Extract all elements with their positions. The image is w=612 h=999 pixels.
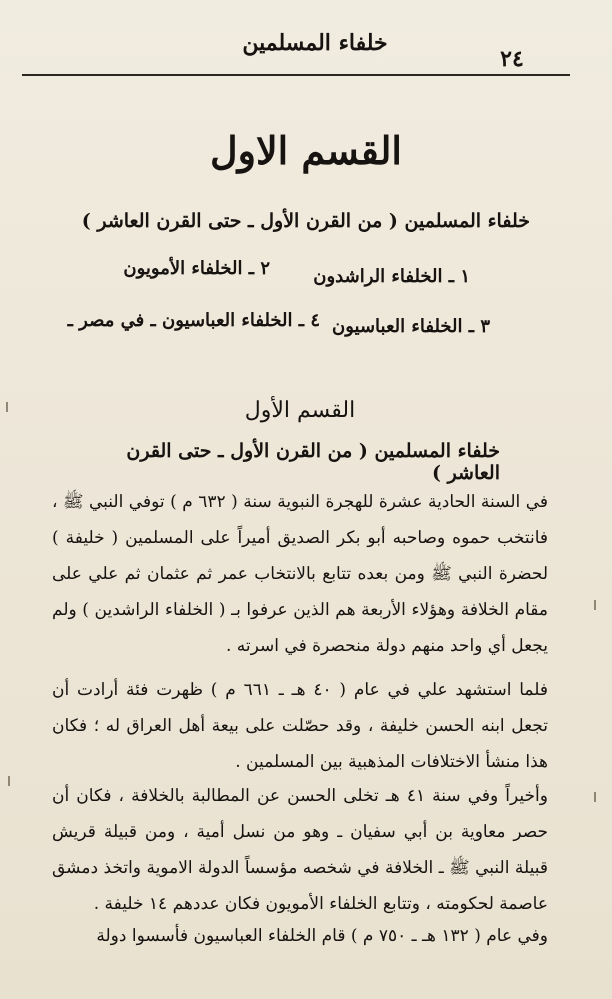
caliphate-list-item-3: ٣ ـ الخلفاء العباسيون: [332, 316, 490, 337]
caliphate-list-item-4: ٤ ـ الخلفاء العباسيون ـ في مصر ـ: [67, 310, 320, 331]
margin-mark: [594, 792, 596, 802]
part-subtitle: خلفاء المسلمين ( من القرن الأول ـ حتى القرن العاشر ): [81, 210, 530, 232]
caliphate-list-item-1: ١ ـ الخلفاء الراشدون: [313, 266, 470, 287]
body-paragraph: في السنة الحادية عشرة للهجرة النبوية سنة ( ٦٣٢ م ) توفي النبي ﷺ ، فانتخب حموه وصاحبه أبو بكر الصديق أميراً على المسلمين ( خليفة ) لحضرة النبي ﷺ ومن بعده تتابع بالانتخاب عمر ثم عثمان ثم علي على مقام الخلافة وهؤلاء الأربعة هم الذين عرفوا بـ ( الخلفاء الراشدين ) ولم يجعل أي واحد منهم دولة منحصرة في اسرته .: [52, 492, 548, 656]
part-subtitle-repeat: خلفاء المسلمين ( من القرن الأول ـ حتى القرن العاشر ): [126, 440, 500, 484]
part-title-small: القسم الأول: [244, 398, 356, 423]
margin-mark: [594, 600, 596, 610]
margin-mark: [8, 776, 10, 786]
page-number: ٢٤: [500, 46, 524, 72]
part-title-large: القسم الاول: [210, 128, 402, 173]
body-paragraph: وأخيراً وفي سنة ٤١ هـ تخلى الحسن عن المطالبة بالخلافة ، فكان أن حصر معاوية بن أبي سفيان ـ وهو من نسل أمية ، ومن قبيلة قريش قبيلة النبي ﷺ ـ الخلافة في شخصه مؤسساً الدولة الاموية واتخذ دمشق عاصمة لحكومته ، وتتابع الخلفاء الأمويون فكان عددهم ١٤ خليفة .: [52, 786, 548, 914]
header-rule: [22, 74, 570, 76]
body-paragraph: فلما استشهد علي في عام ( ٤٠ هـ ـ ٦٦١ م ) ظهرت فئة أرادت أن تجعل ابنه الحسن خليفة ، وقد حصّلت على بيعة أهل العراق له ؛ فكان هذا منشأ الاختلافات المذهبية بين المسلمين .: [52, 680, 548, 772]
running-header-title: خلفاء المسلمين: [242, 30, 388, 56]
caliphate-list-item-2: ٢ ـ الخلفاء الأمويون: [123, 258, 270, 279]
body-paragraph: وفي عام ( ١٣٢ هـ ـ ٧٥٠ م ) قام الخلفاء العباسيون فأسسوا دولة: [96, 926, 548, 946]
margin-mark: [6, 402, 8, 412]
